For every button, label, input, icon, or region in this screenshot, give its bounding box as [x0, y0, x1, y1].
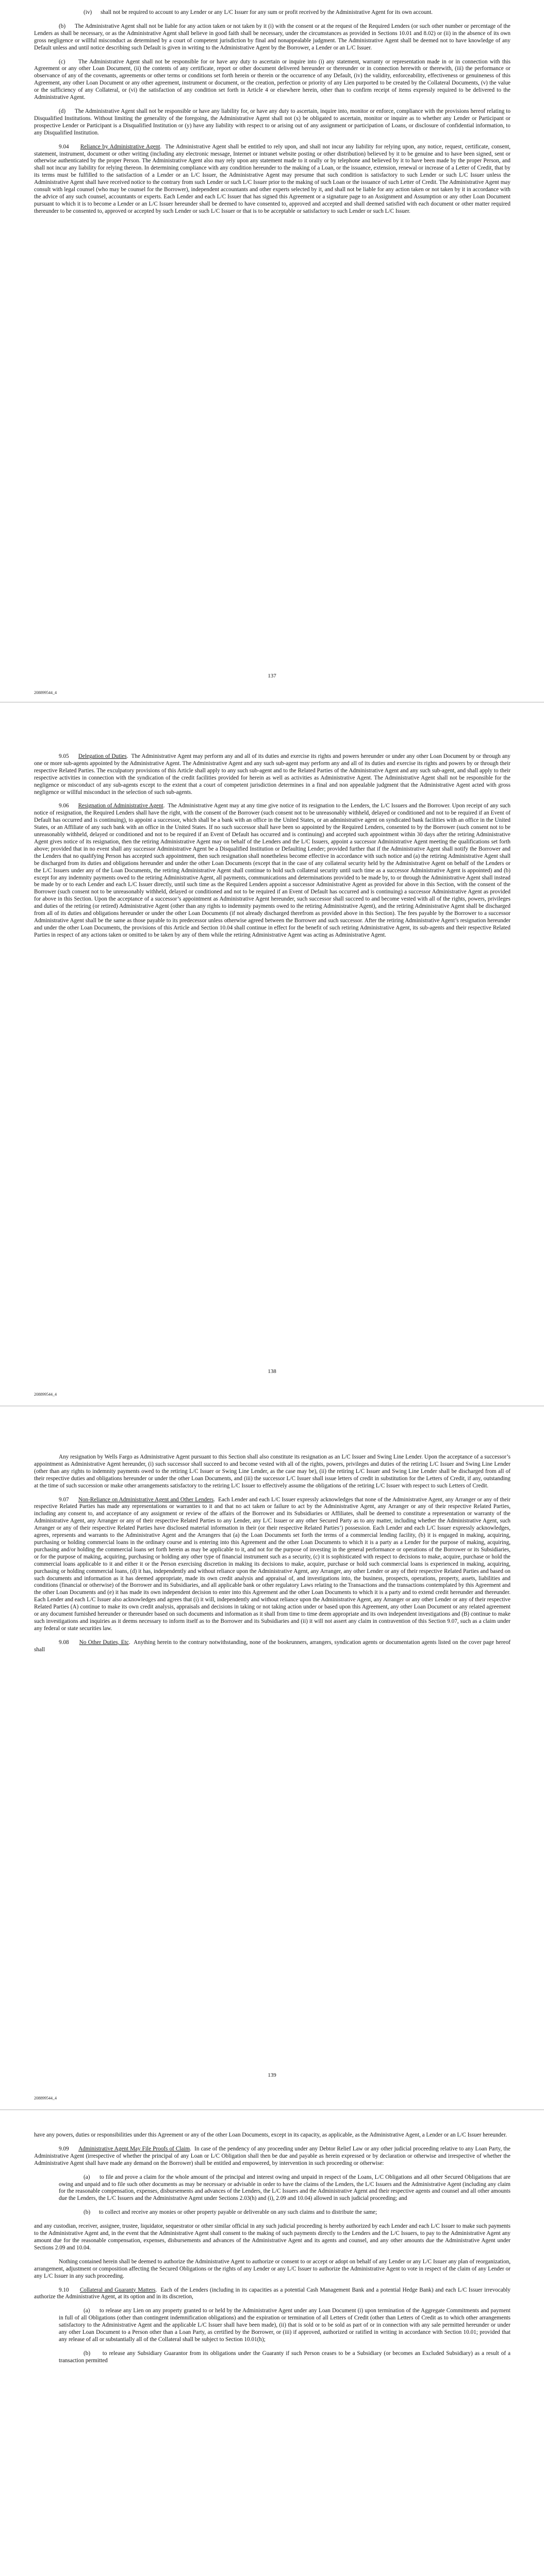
document-page	[0, 1408, 544, 2108]
section-heading: Collateral and Guaranty Matters	[79, 2286, 156, 2293]
section-heading: Reliance by Administrative Agent	[80, 143, 160, 150]
section-heading: Delegation of Duties	[78, 753, 127, 759]
page-divider	[0, 702, 544, 703]
paragraph: Nothing contained herein shall be deemed to authorize the Administrative Agent to authorize or consent to or accept or adopt on behalf of any Lender or any L/C Issuer any plan of reorganization, arrangement, adjustment or composition affecting the Secured Obligations or the rights of any Lender or any L/C Issuer to authorize the Administrative Agent to vote in respect of the claim of any Lender or any L/C Issuer in any such proceeding.	[34, 2258, 510, 2279]
page-number: 138	[268, 1368, 276, 1375]
document-page	[0, 704, 544, 1404]
section-9-08: 9.08 No Other Duties, Etc. Anything herein to the contrary notwithstanding, none of the bookrunners, arrangers, syndication agents or documentation agents listed on the cover page hereof shall	[34, 1639, 511, 1653]
section-heading: No Other Duties, Etc	[79, 1639, 129, 1646]
section-9-09: 9.09 Administrative Agent May File Proofs of Claim. In case of the pendency of any proceeding under any Debtor Relief Law or any other judicial proceeding relative to any Loan Party, the Administrative Agent (irrespective of whether the principal of any Loan or L/C Obligation shall then be due and payable as herein expressed or by declaration or otherwise and irrespective of whether the Administrative Agent shall have made any demand on the Borrower) shall be entitled and empowered, by intervention in such proceeding or otherwise:	[34, 2145, 510, 2166]
section-heading: Resignation of Administrative Agent	[78, 803, 163, 809]
paragraph: Any resignation by Wells Fargo as Administrative Agent pursuant to this Section shall also constitute its resignation as an L/C Issuer and Swing Line Lender. Upon the acceptance of a successor’s appointment as Administrative Agent hereunder, (i) such successor shall succeed to and become vested with all of the rights, powers, privileges and duties of the retiring L/C Issuer and Swing Line Lender (other than any rights to indemnity payments owed to the retiring L/C Issuer or Swing Line Lender, as the case may be), (ii) the retiring L/C Issuer and Swing Line Lender shall be discharged from all of their respective duties and obligations hereunder or under the other Loan Documents, and (iii) the successor L/C Issuer shall issue letters of credit in substitution for the Letters of Credit, if any, outstanding at the time of such succession or make other arrangements satisfactory to the retiring L/C Issuer to effectively assume the obligations of the retiring L/C Issuer with respect to such Letters of Credit.	[34, 1454, 510, 1489]
section-9-06: 9.06 Resignation of Administrative Agent. The Administrative Agent may at any time give notice of its resignation to the Lenders, the L/C Issuers and the Borrower. Upon receipt of any such notice of resignation, the Required Lenders shall have the right, with the consent of the Borrower (such consent not to be unreasonably withheld, delayed or conditioned and not to be required if an Event of Default has occurred and is continuing), to appoint a successor, which shall be a bank with an office in the United States, or an administrative agent on syndicated bank facilities with an office in the United States, or an Affiliate of any such bank with an office in the United States. If no such successor shall have been so appointed by the Required Lenders, consented to by the Borrower (such consent not to be unreasonably withheld, delayed or conditioned and not to be required if an Event of Default has occurred and is continuing) and accepted such appointment within 30 days after the retiring Administrative Agent gives notice of its resignation, then the retiring Administrative Agent may on behalf of the Lenders and the L/C Issuers, appoint a successor Administrative Agent meeting the qualifications set forth above; provided that in no event shall any successor Administrative Agent be a Disqualified Institution or Defaulting Lender; provided further that if the Administrative Agent shall notify the Borrower and the Lenders that no qualifying Person has accepted such appointment, then such resignation shall nonetheless become effective in accordance with such notice and (a) the retiring Administrative Agent shall be discharged from its duties and obligations hereunder and under the other Loan Documents (except that in the case of any collateral security held by the Administrative Agent on behalf of the Lenders or the L/C Issuers under any of the Loan Documents, the retiring Administrative Agent shall continue to hold such collateral security until such time as a successor Administrative Agent is appointed) and (b) except for any indemnity payments owed to the retiring Administrative Agent, all payments, communications and determinations provided to be made by, to or through the Administrative Agent shall instead be made by or to each Lender and each L/C Issuer directly, until such time as the Required Lenders appoint a successor Administrative Agent as provided for above in this Section, with the consent of the Borrower (such consent not to be unreasonably withheld, delayed or conditioned and not to be required if an Event of Default has occurred and is continuing) a successor Administrative Agent as provided for above in this Section. Upon the acceptance of a successor’s appointment as Administrative Agent hereunder, such successor shall succeed to and become vested with all of the rights, powers, privileges and duties of the retiring (or retired) Administrative Agent (other than any rights to indemnity payments owed to the retiring Administrative Agent), and the retiring Administrative Agent shall be discharged from all of its duties and obligations hereunder or under the other Loan Documents (if not already discharged therefrom as provided above in this Section). The fees payable by the Borrower to a successor Administrative Agent shall be the same as those payable to its predecessor unless otherwise agreed between the Borrower and such successor. After the retiring Administrative Agent’s resignation hereunder and under the other Loan Documents, the provisions of this Article and Section 10.04 shall continue in effect for the benefit of such retiring Administrative Agent, its sub-agents and their respective Related Parties in respect of any actions taken or omitted to be taken by any of them while the retiring Administrative Agent was acting as Administrative Agent.	[34, 803, 510, 938]
document-id: 208899544_4	[34, 690, 57, 695]
page-divider	[0, 1405, 544, 1406]
page-body	[34, 9, 510, 222]
paragraph: (iv) shall not be required to account to any Lender or any L/C Issuer for any sum or profit received by the Administrative Agent for its own account.	[84, 9, 433, 15]
paragraph: (a) to file and prove a claim for the whole amount of the principal and interest owing and unpaid in respect of the Loans, L/C Obligations and all other Secured Obligations that are owing and unpaid and to file such other documents as may be necessary or advisable in order to have the claims of the Lenders, the L/C Issuers and the Administrative Agent (including any claim for the reasonable compensation, expenses, disbursements and advances of the Lenders, the L/C Issuers and the Administrative Agent and their respective agents and counsel and all other amounts due the Lenders, the L/C Issuers and the Administrative Agent under Sections 2.03(h) and (i), 2.09 and 10.04) allowed in such judicial proceeding; and	[59, 2174, 511, 2202]
paragraph: (b) to release any Subsidiary Guarantor from its obligations under the Guaranty if such Person ceases to be a Subsidiary (or becomes an Excluded Subsidiary) as a result of a transaction permitted	[59, 2350, 510, 2364]
section-9-07: 9.07 Non-Reliance on Administrative Agent and Other Lenders. Each Lender and each L/C Issuer expressly acknowledges that none of the Administrative Agent, any Arranger or any of their respective Related Parties has made any representations or warranties to it and that no act taken or failure to act by the Administrative Agent, any Arranger or any of their respective Related Parties, including any consent to, and acceptance of any assignment or review of the affairs of the Borrower and its Subsidiaries or Affiliates, shall be deemed to constitute a representation or warranty of the Administrative Agent, any Arranger or any of their respective Related Parties to any Lender, any L/C Issuer or any other Secured Party as to any matter, including whether the Administrative Agent, such Arranger or any of their respective Related Parties have disclosed material information in their (or their respective Related Parties’) possession. Each Lender and each L/C Issuer expressly acknowledges, agrees, represents and warrants to the Administrative Agent and the Arrangers that (a) the Loan Documents set forth the terms of a commercial lending facility, (b) it is engaged in making, acquiring, purchasing or holding commercial loans in the ordinary course and is entering into this Agreement and the other Loan Documents to which it is a party as a Lender for the purpose of making, acquiring, purchasing and/or holding the commercial loans set forth herein as may be applicable to it, and not for the purpose of investing in the general performance or operations of the Borrower or its Subsidiaries, or for the purpose of making, acquiring, purchasing or holding any other type of financial instrument such as a security, (c) it is sophisticated with respect to decisions to make, acquire, purchase or hold the commercial loans applicable to it and either it or the Person exercising discretion in making its decisions to make, acquire, purchase or hold such commercial loans is experienced in making, acquiring, purchasing or holding commercial loans, (d) it has, independently and without reliance upon the Administrative Agent, any Arranger, any other Lender or any of their respective Related Parties and based on such documents and information as it has deemed appropriate, made its own credit analysis and appraisal of, and investigations into, the business, prospects, operations, property, assets, liabilities and conditions (financial or otherwise) of the Borrower and its Subsidiaries, and all applicable bank or other regulatory Laws relating to the Transactions and the transactions contemplated by this Agreement and the other Loan Documents and (e) it has made its own independent decision to enter into this Agreement and the other Loan Documents to which it is a party and to extend credit hereunder and thereunder. Each Lender and each L/C Issuer also acknowledges and agrees that (i) it will, independently and without reliance upon the Administrative Agent, any Arranger or any other Lender or any of their respective Related Parties (A) continue to make its own credit analysis, appraisals and decisions in taking or not taking action under or based upon this Agreement, any other Loan Document or any related agreement or any document furnished hereunder or thereunder based on such documents and information as it shall from time to time deem appropriate and its own independent investigations and (B) continue to make such investigations and inquiries as it deems necessary to inform itself as to the Borrower and its Subsidiaries and (ii) it will not assert any claim in contravention of this Section 9.07, such as a claim under any federal or state securities law.	[34, 1496, 510, 1632]
paragraph: (b) to collect and receive any monies or other property payable or deliverable on any such claims and to distribute the same;	[84, 2209, 377, 2216]
page-number: 137	[268, 673, 276, 679]
page-divider	[0, 2109, 544, 2110]
page-body	[34, 1454, 510, 1660]
paragraph: (d) The Administrative Agent shall not be responsible or have any liability for, or have any duty to ascertain, inquire into, monitor or enforce, compliance with the provisions hereof relating to Disqualified Institutions. Without limiting the generality of the foregoing, the Administrative Agent shall not (x) be obligated to ascertain, monitor or inquire as to whether any Lender or Participant or prospective Lender or Participant is a Disqualified Institution or (y) have any liability with respect to or arising out of any assignment or participation of Loans, or disclosure of confidential information, to any Disqualified Institution.	[34, 108, 511, 136]
paragraph: (c) The Administrative Agent shall not be responsible for or have any duty to ascertain or inquire into (i) any statement, warranty or representation made in or in connection with this Agreement or any other Loan Document, (ii) the contents of any certificate, report or other document delivered hereunder or thereunder or in connection herewith or therewith, (iii) the performance or observance of any of the covenants, agreements or other terms or conditions set forth herein or therein or the occurrence of any Default, (iv) the validity, enforceability, effectiveness or genuineness of this Agreement, any other Loan Document or any other agreement, instrument or document, or the creation, perfection or priority of any Lien purported to be created by the Collateral Documents, (v) the value or the sufficiency of any Collateral, or (vi) the satisfaction of any condition set forth in Article 4 or elsewhere herein, other than to confirm receipt of items expressly required to be delivered to the Administrative Agent.	[34, 58, 510, 101]
page-number: 139	[268, 2072, 276, 2078]
page-body	[34, 753, 510, 946]
section-heading: Non-Reliance on Administrative Agent and Other Lenders	[78, 1496, 214, 1503]
section-9-04: 9.04 Reliance by Administrative Agent. The Administrative Agent shall be entitled to rely upon, and shall not incur any liability for relying upon, any notice, request, certificate, consent, statement, instrument, document or other writing (including any electronic message, Internet or intranet website posting or other distribution) believed by it to be genuine and to have been signed, sent or otherwise authenticated by the proper Person. The Administrative Agent also may rely upon any statement made to it orally or by telephone and believed by it to have been made by the proper Person, and shall not incur any liability for relying thereon. In determining compliance with any condition hereunder to the making of a Loan, or the issuance, extension, renewal or increase of a Letter of Credit, that by its terms must be fulfilled to the satisfaction of a Lender or an L/C Issuer, the Administrative Agent may presume that such condition is satisfactory to such Lender or such L/C Issuer unless the Administrative Agent shall have received notice to the contrary from such Lender or such L/C Issuer prior to the making of such Loan or the issuance of such Letter of Credit. The Administrative Agent may consult with legal counsel (who may be counsel for the Borrower), independent accountants and other experts selected by it, and shall not be liable for any action taken or not taken by it in accordance with the advice of any such counsel, accountants or experts. Each Lender and each L/C Issuer that has signed this Agreement or a signature page to an Assignment and Assumption or any other Loan Document pursuant to which it is to become a Lender or an L/C Issuer hereunder shall be deemed to have consented to, approved and accepted and shall deemed satisfied with each document or other matter required thereunder to be consented to, approved or accepted by such Lender or such L/C Issuer or that is to be acceptable or satisfactory to such Lender or such L/C Issuer.	[34, 143, 511, 214]
section-9-05: 9.05 Delegation of Duties. The Administrative Agent may perform any and all of its duties and exercise its rights and powers hereunder or under any other Loan Document by or through any one or more sub-agents appointed by the Administrative Agent. The Administrative Agent and any such sub-agent may perform any and all of its duties and exercise its rights and powers by or through their respective Related Parties. The exculpatory provisions of this Article shall apply to any such sub-agent and to the Related Parties of the Administrative Agent and any such sub-agent, and shall apply to their respective activities in connection with the syndication of the credit facilities provided for herein as well as activities as Administrative Agent. The Administrative Agent shall not be responsible for the negligence or misconduct of any sub-agents except to the extent that a court of competent jurisdiction determines in a final and non appealable judgment that the Administrative Agent acted with gross negligence or willful misconduct in the selection of such sub-agents.	[34, 753, 510, 795]
paragraph: and any custodian, receiver, assignee, trustee, liquidator, sequestrator or other similar official in any such judicial proceeding is hereby authorized by each Lender and each L/C Issuer to make such payments to the Administrative Agent and, in the event that the Administrative Agent shall consent to the making of such payments directly to the Lenders and the L/C Issuers, to pay to the Administrative Agent any amount due for the reasonable compensation, expenses, disbursements and advances of the Administrative Agent and its agents and counsel, and any other amounts due the Administrative Agent under Sections 2.09 and 10.04.	[34, 2223, 510, 2251]
section-9-10: 9.10 Collateral and Guaranty Matters. Each of the Lenders (including in its capacities as a potential Cash Management Bank and a potential Hedge Bank) and each L/C Issuer irrevocably authorize the Administrative Agent, at its option and in its discretion,	[34, 2286, 511, 2300]
document-page	[0, 0, 544, 701]
document-page	[0, 2111, 544, 2576]
paragraph: (a) to release any Lien on any property granted to or held by the Administrative Agent under any Loan Document (i) upon termination of the Aggregate Commitments and payment in full of all Obligations (other than contingent indemnification obligations) and the expiration or termination of all Letters of Credit (other than Letters of Credit as to which other arrangements satisfactory to the Administrative Agent and the applicable L/C Issuer shall have been made), (ii) that is sold or to be sold as part of or in connection with any sale permitted hereunder or under any other Loan Document to a Person other than a Loan Party, as certified by the Borrower, or (iii) if approved, authorized or ratified in writing in accordance with Section 10.01; provided that any release of all or substantially all of the Collateral shall be subject to Section 10.01(h);	[59, 2308, 510, 2343]
section-heading: Administrative Agent May File Proofs of Claim	[78, 2145, 190, 2152]
paragraph: (b) The Administrative Agent shall not be liable for any action taken or not taken by it (i) with the consent or at the request of the Required Lenders (or such other number or percentage of the Lenders as shall be necessary, or as the Administrative Agent shall believe in good faith shall be necessary, under the circumstances as provided in Sections 10.01 and 8.02) or (ii) in the absence of its own gross negligence or willful misconduct as determined by a court of competent jurisdiction by final and nonappealable judgment. The Administrative Agent shall be deemed not to have knowledge of any Default unless and until notice describing such Default is given in writing to the Administrative Agent by the Borrower, a Lender or an L/C Issuer.	[34, 23, 510, 51]
page-body	[34, 2132, 510, 2371]
document-id: 208899544_4	[34, 1392, 57, 1397]
document-id: 208899544_4	[34, 2096, 57, 2100]
paragraph: have any powers, duties or responsibilities under this Agreement or any of the other Loan Documents, except in its capacity, as applicable, as the Administrative Agent, a Lender or an L/C Issuer hereunder.	[34, 2132, 507, 2138]
